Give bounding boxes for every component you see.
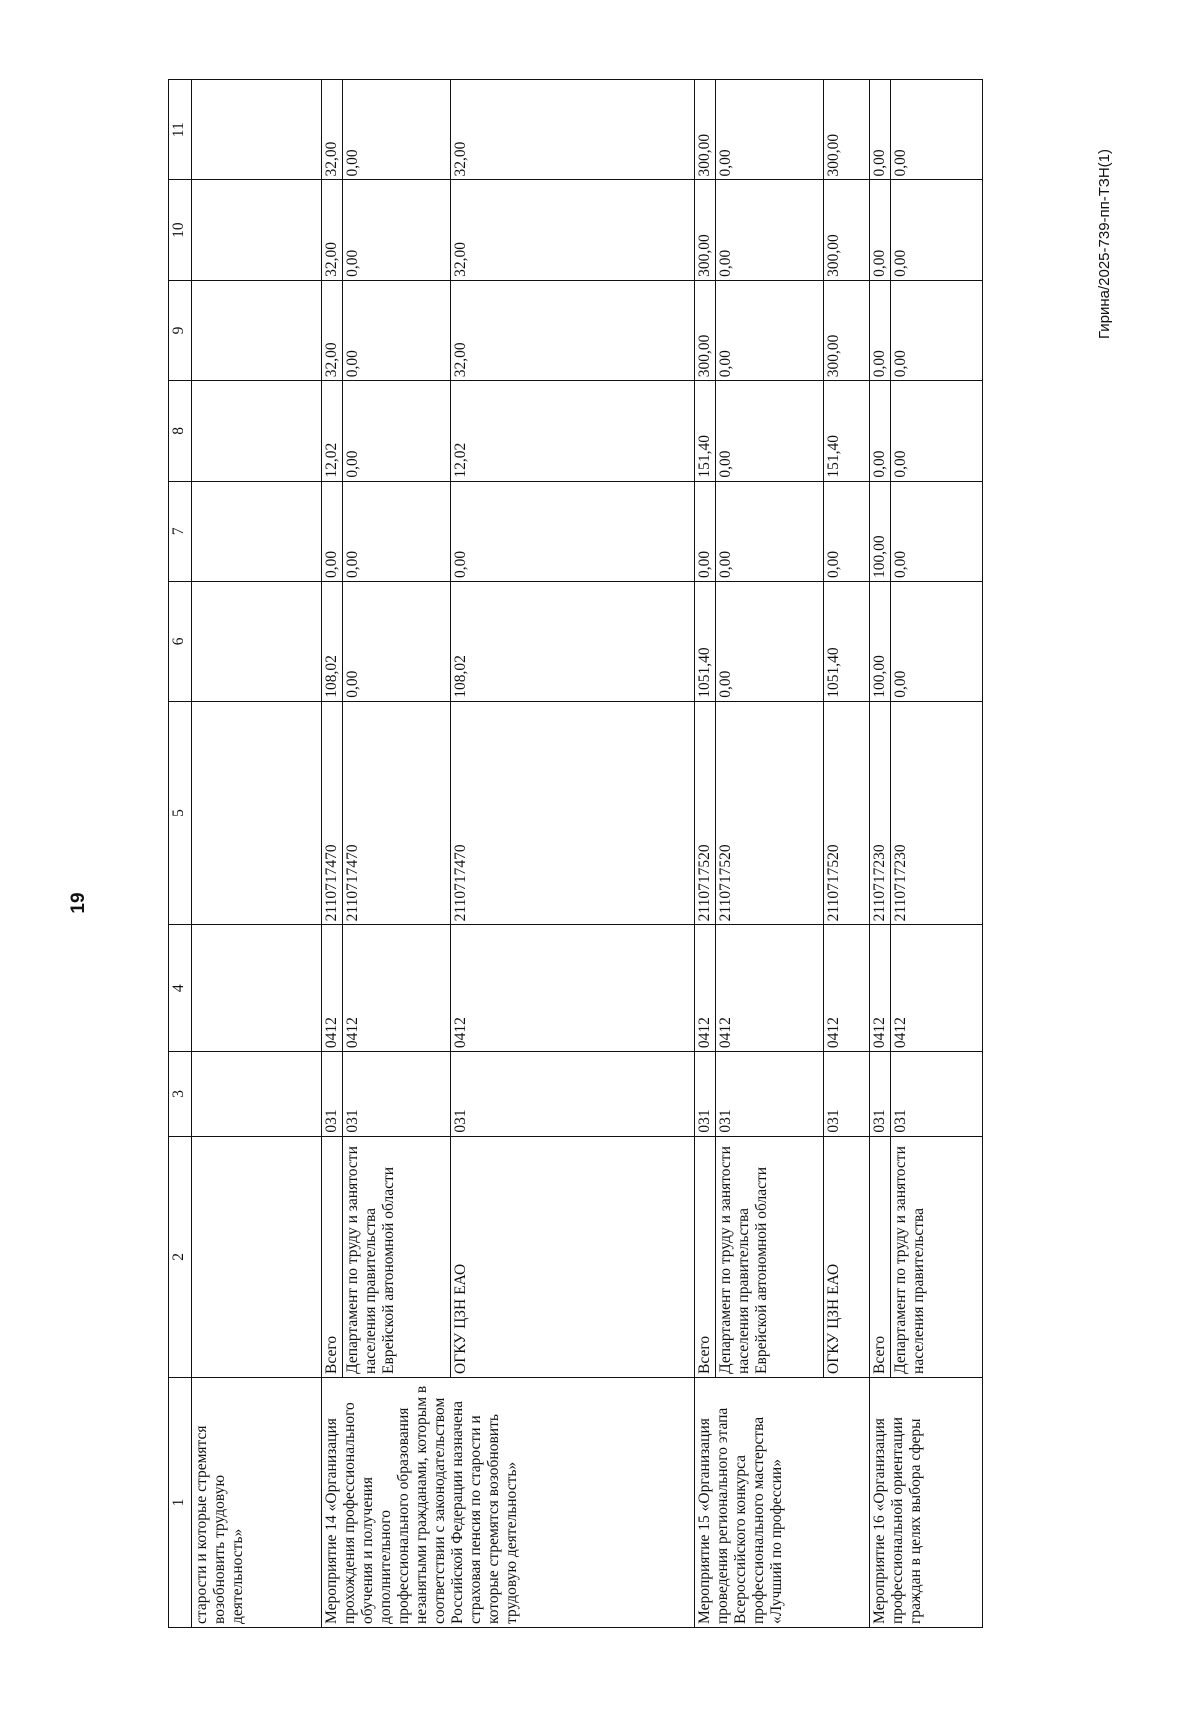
column-number: 7 (169, 481, 192, 581)
amount-cell: 0,00 (343, 80, 451, 180)
amount-cell: 300,00 (695, 180, 716, 280)
column-number: 9 (169, 280, 192, 380)
amount-cell: 32,00 (451, 180, 695, 280)
continuation-row (192, 80, 322, 1628)
executor-cell: Всего (870, 1136, 891, 1377)
amount-cell: 0,00 (891, 481, 983, 581)
amount-cell: 0,00 (716, 280, 824, 380)
amount-cell: 0,00 (870, 80, 891, 180)
column-number: 4 (169, 925, 192, 1052)
target-article-code: 2110717520 (695, 701, 716, 925)
amount-cell: 0,00 (891, 80, 983, 180)
section-code: 0412 (824, 925, 870, 1052)
executor-cell: Департамент по труду и занятости населения правительства Еврейской автономной области (343, 1136, 451, 1377)
amount-cell: 32,00 (451, 80, 695, 180)
amount-cell: 0,00 (870, 381, 891, 481)
executor-cell: ОГКУ ЦЗН ЕАО (824, 1136, 870, 1377)
amount-cell: 0,00 (716, 381, 824, 481)
executor-cell: Департамент по труду и занятости населения правительства (891, 1136, 983, 1377)
amount-cell: 300,00 (824, 80, 870, 180)
grbs-code: 031 (870, 1052, 891, 1137)
section-code: 0412 (716, 925, 824, 1052)
activity-15-description: Мероприятие 15 «Организация проведения регионального этапа Всероссийского конкурса профессионального мастерства «Лучший по профессии» (695, 1377, 870, 1627)
amount-cell: 0,00 (824, 481, 870, 581)
amount-cell: 300,00 (824, 280, 870, 380)
section-code: 0412 (322, 925, 343, 1052)
executor-cell: Департамент по труду и занятости населения правительства Еврейской автономной области (716, 1136, 824, 1377)
table-row (322, 80, 343, 1628)
column-number: 10 (169, 180, 192, 280)
amount-cell: 0,00 (891, 381, 983, 481)
executor-cell: Всего (322, 1136, 343, 1377)
amount-cell: 108,02 (322, 581, 343, 701)
amount-cell: 1051,40 (824, 581, 870, 701)
amount-cell: 0,00 (716, 581, 824, 701)
grbs-code: 031 (343, 1052, 451, 1137)
column-number: 11 (169, 80, 192, 180)
target-article-code: 2110717470 (451, 701, 695, 925)
amount-cell: 0,00 (716, 180, 824, 280)
amount-cell: 0,00 (716, 80, 824, 180)
target-article-code: 2110717230 (870, 701, 891, 925)
amount-cell: 0,00 (891, 280, 983, 380)
activity-14-description: Мероприятие 14 «Организация прохождения профессионального обучения и получения дополнительного профессионального образования незанятыми гражданами, которым в соответствии с законодательством Российской Федерации назначена страховая пенсия по старости и которые стремятся возобновить трудовую деятельность» (322, 1377, 695, 1627)
continuation-activity-text: старости и которые стремятся возобновить трудовую деятельность» (192, 1377, 322, 1627)
table-row (870, 80, 891, 1628)
target-article-code: 2110717230 (891, 701, 983, 925)
executor-cell: Всего (695, 1136, 716, 1377)
amount-cell: 151,40 (695, 381, 716, 481)
column-number: 2 (169, 1136, 192, 1377)
amount-cell: 0,00 (695, 481, 716, 581)
target-article-code: 2110717470 (322, 701, 343, 925)
amount-cell: 108,02 (451, 581, 695, 701)
amount-cell: 0,00 (451, 481, 695, 581)
grbs-code: 031 (322, 1052, 343, 1137)
column-number: 3 (169, 1052, 192, 1137)
amount-cell: 151,40 (824, 381, 870, 481)
target-article-code: 2110717470 (343, 701, 451, 925)
amount-cell: 32,00 (322, 180, 343, 280)
amount-cell: 100,00 (870, 481, 891, 581)
section-code: 0412 (695, 925, 716, 1052)
financing-table (168, 79, 983, 1628)
amount-cell: 0,00 (322, 481, 343, 581)
amount-cell: 0,00 (343, 381, 451, 481)
target-article-code: 2110717520 (716, 701, 824, 925)
amount-cell: 32,00 (451, 280, 695, 380)
amount-cell: 300,00 (824, 180, 870, 280)
column-number-row (169, 80, 192, 1628)
column-number: 5 (169, 701, 192, 925)
section-code: 0412 (891, 925, 983, 1052)
amount-cell: 0,00 (870, 180, 891, 280)
grbs-code: 031 (451, 1052, 695, 1137)
amount-cell: 0,00 (891, 180, 983, 280)
column-number: 6 (169, 581, 192, 701)
document-footer-code: Гирина/2025-739-пп-ТЗН(1) (1096, 149, 1113, 340)
amount-cell: 0,00 (343, 581, 451, 701)
table-row (695, 80, 716, 1628)
amount-cell: 0,00 (716, 481, 824, 581)
column-number: 8 (169, 381, 192, 481)
amount-cell: 1051,40 (695, 581, 716, 701)
activity-16-description: Мероприятие 16 «Организация профессиональной ориентации граждан в целях выбора сферы (870, 1377, 983, 1627)
section-code: 0412 (343, 925, 451, 1052)
grbs-code: 031 (695, 1052, 716, 1137)
amount-cell: 0,00 (343, 481, 451, 581)
page-number: 19 (68, 892, 89, 914)
amount-cell: 32,00 (322, 80, 343, 180)
executor-cell: ОГКУ ЦЗН ЕАО (451, 1136, 695, 1377)
amount-cell: 300,00 (695, 280, 716, 380)
amount-cell: 32,00 (322, 280, 343, 380)
amount-cell: 12,02 (451, 381, 695, 481)
amount-cell: 0,00 (891, 581, 983, 701)
amount-cell: 0,00 (870, 280, 891, 380)
amount-cell: 0,00 (343, 180, 451, 280)
grbs-code: 031 (891, 1052, 983, 1137)
section-code: 0412 (870, 925, 891, 1052)
amount-cell: 12,02 (322, 381, 343, 481)
grbs-code: 031 (716, 1052, 824, 1137)
amount-cell: 0,00 (343, 280, 451, 380)
grbs-code: 031 (824, 1052, 870, 1137)
target-article-code: 2110717520 (824, 701, 870, 925)
amount-cell: 100,00 (870, 581, 891, 701)
column-number: 1 (169, 1377, 192, 1627)
section-code: 0412 (451, 925, 695, 1052)
amount-cell: 300,00 (695, 80, 716, 180)
